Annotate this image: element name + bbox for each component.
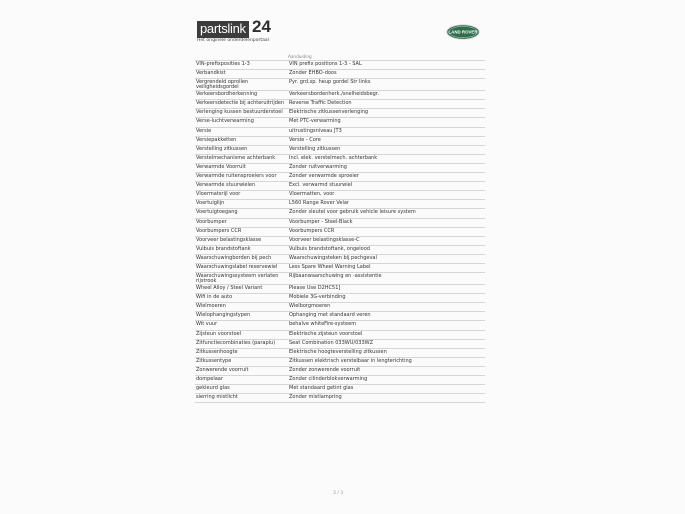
table-row (195, 272, 485, 284)
table-row (195, 366, 485, 375)
row-value: Excl. verwarmd stuurwiel (289, 182, 353, 189)
row-value: Zonder EHBO-doos (289, 70, 337, 77)
table-row (195, 69, 485, 78)
row-value: Wielborgmoeren (289, 303, 331, 310)
row-label: Wielophangingstypen (196, 312, 251, 319)
row-value: behalve whiteFire-systeem (289, 321, 357, 328)
table-row (195, 330, 485, 339)
table-row (195, 218, 485, 227)
table-row (195, 236, 485, 245)
table-row (195, 357, 485, 366)
row-value: Reverse Traffic Detection (289, 100, 352, 107)
table-row (195, 339, 485, 348)
row-value: Voorbumper - Steel-Black (289, 218, 353, 225)
table-row (195, 136, 485, 145)
badge-text: LAND ROVER (448, 29, 478, 35)
spec-table (195, 60, 485, 403)
table-row (195, 172, 485, 181)
table-row (195, 190, 485, 199)
table-row (195, 284, 485, 293)
row-value: Mobiele 3G-verbinding (289, 294, 346, 301)
row-value: Please Use D2HC51] (289, 285, 341, 292)
row-value: Zonder zonwerende voorruit (289, 366, 361, 373)
row-value: Vulbuis brandstoftank, ongelood (289, 245, 370, 252)
row-label: Verwarmde Voorruit (196, 163, 246, 170)
table-row (195, 108, 485, 117)
row-value: Zonder mistlampring (289, 394, 342, 401)
row-label: Verstelmechanisme achterbank (196, 154, 276, 161)
table-row (195, 393, 485, 403)
table-row (195, 90, 485, 99)
table-row (195, 375, 485, 384)
page-number: 3 / 3 (333, 491, 344, 496)
row-value: Ophanging met standaard veren (289, 312, 371, 319)
table-row (195, 384, 485, 393)
row-label: Verkeersdetectie bij achteruitrijden (196, 100, 285, 107)
row-value: Less Spare Wheel Warning Label (289, 263, 371, 270)
table-row (195, 181, 485, 190)
row-label: Versie (196, 127, 212, 134)
row-label: Verstelling zitkussen (196, 145, 248, 152)
row-label: Voorbumper (196, 218, 227, 225)
land-rover-badge-icon (446, 24, 480, 40)
row-value: L560 Range Rover Velar (289, 200, 349, 207)
table-row (195, 127, 485, 136)
row-label: Waarschuwingborden bij pech (196, 254, 272, 261)
table-row (195, 254, 485, 263)
row-value: Voorbumpers CCR (289, 227, 335, 234)
table-row (195, 208, 485, 217)
table-row (195, 320, 485, 329)
row-value: Rijbaanwaarschuwing en -assistentie (289, 273, 382, 280)
row-label: Verwarmde ruitensproeiers voor (196, 173, 277, 180)
row-value: Waarschuwingsteken bij pechgeval (289, 254, 377, 261)
row-label: Zitkussentype (196, 357, 232, 364)
table-row (195, 263, 485, 272)
logo-wordmark: partslink (197, 21, 249, 38)
value-column-header: Aanduiding (288, 54, 312, 59)
table-row (195, 245, 485, 254)
row-label: Verbandkist (196, 70, 226, 77)
row-label: dompelaar (196, 376, 223, 382)
table-row (195, 199, 485, 208)
row-value: Zonder sleutel voor gebruik vehicle leisure system (289, 209, 416, 216)
table-row (195, 78, 485, 90)
row-value: Seat Combination 033WU/033WZ (289, 339, 373, 346)
row-value: Zitkussen elektrisch verstelbaar in lengterichting (289, 357, 412, 364)
row-label: Verwarmde stuurwielen (196, 182, 256, 189)
row-label: Voorveer belastingsklasse (196, 236, 262, 243)
row-label: Versiepakketten (196, 136, 237, 143)
row-label: Wheel Alloy / Steel Variant (196, 285, 263, 292)
row-value: Vloermatten, voor (289, 191, 335, 198)
row-label: Vulbuis brandstoftank (196, 245, 251, 252)
row-value: Elektrische zitkussenverlenging (289, 109, 369, 116)
row-label: VIN-prefixposities 1-3 (196, 61, 250, 67)
row-value: Elektrische zijsteun voorstoel (289, 330, 363, 337)
logo-subtitle: Het originele onderdelenportaal (197, 38, 269, 43)
row-value: Verstelling zitkussen (289, 145, 341, 152)
row-label: Wielmoeren (196, 303, 226, 310)
row-value: Incl. elek. verstelmech. achterbank (289, 154, 378, 161)
table-row (195, 154, 485, 163)
row-label: Wifi in de auto (196, 294, 233, 301)
row-label: Waarschuwingslabel reservewiel (196, 263, 278, 270)
row-value: Zonder verwarmde sproeier (289, 173, 359, 180)
row-label: Verkeersbordherkenning (196, 91, 258, 98)
row-value: VIN prefix positions 1-3 - SAL (289, 61, 362, 67)
row-label: gekleurd glas (196, 385, 230, 392)
table-row (195, 348, 485, 357)
row-label: Voertuigtoegang (196, 209, 238, 216)
row-value: Verkeersbordenherk./snelheidsbegr. (289, 91, 380, 98)
table-row (195, 163, 485, 172)
table-row (195, 227, 485, 236)
row-label: Voorbumpers CCR (196, 227, 242, 234)
row-value: Met standaard getint glas (289, 385, 354, 392)
table-row (195, 311, 485, 320)
logo-number: 24 (252, 17, 271, 36)
row-label: Waarschuwingssysteem verlaten rijstrook (196, 273, 279, 285)
row-value: Versie - Core (289, 136, 321, 143)
row-label: Voertuiglijn (196, 200, 225, 207)
row-label: Verse-luchtverwarming (196, 118, 254, 125)
row-value: Met PTC-verwarming (289, 118, 341, 125)
row-value: Elektrische hoogteverstelling zitkussen (289, 348, 387, 355)
row-value: Pyr. grd.sp. heup gordel Str links (289, 79, 371, 86)
row-value: Zonder cilinderblokverwarming (289, 376, 368, 382)
row-value: uitrustingsniveau JT3 (289, 127, 342, 134)
row-value: Zonder ruitverwarming (289, 163, 347, 170)
row-value: Voorveer belastingsklasse-C (289, 236, 360, 243)
table-row (195, 60, 485, 69)
table-row (195, 99, 485, 108)
row-label: Verlenging kussen bestuurderstoel (196, 109, 283, 116)
table-row (195, 302, 485, 311)
row-label: sierring mistlicht (196, 394, 238, 401)
table-row (195, 117, 485, 126)
row-label: Vloermatsrijl voor (196, 191, 241, 198)
row-label: Vergrendeld oprollen veiligheidsgordel (196, 79, 249, 91)
row-label: Zitkussenhoogte (196, 348, 238, 355)
row-label: Zonwerende voorruit (196, 366, 249, 373)
table-row (195, 293, 485, 302)
row-label: Zijsteun voorstoel (196, 330, 241, 337)
row-label: Wit vuur (196, 321, 218, 328)
table-row (195, 145, 485, 154)
row-label: Zitfunctiecombinaties (paraplu) (196, 339, 276, 346)
